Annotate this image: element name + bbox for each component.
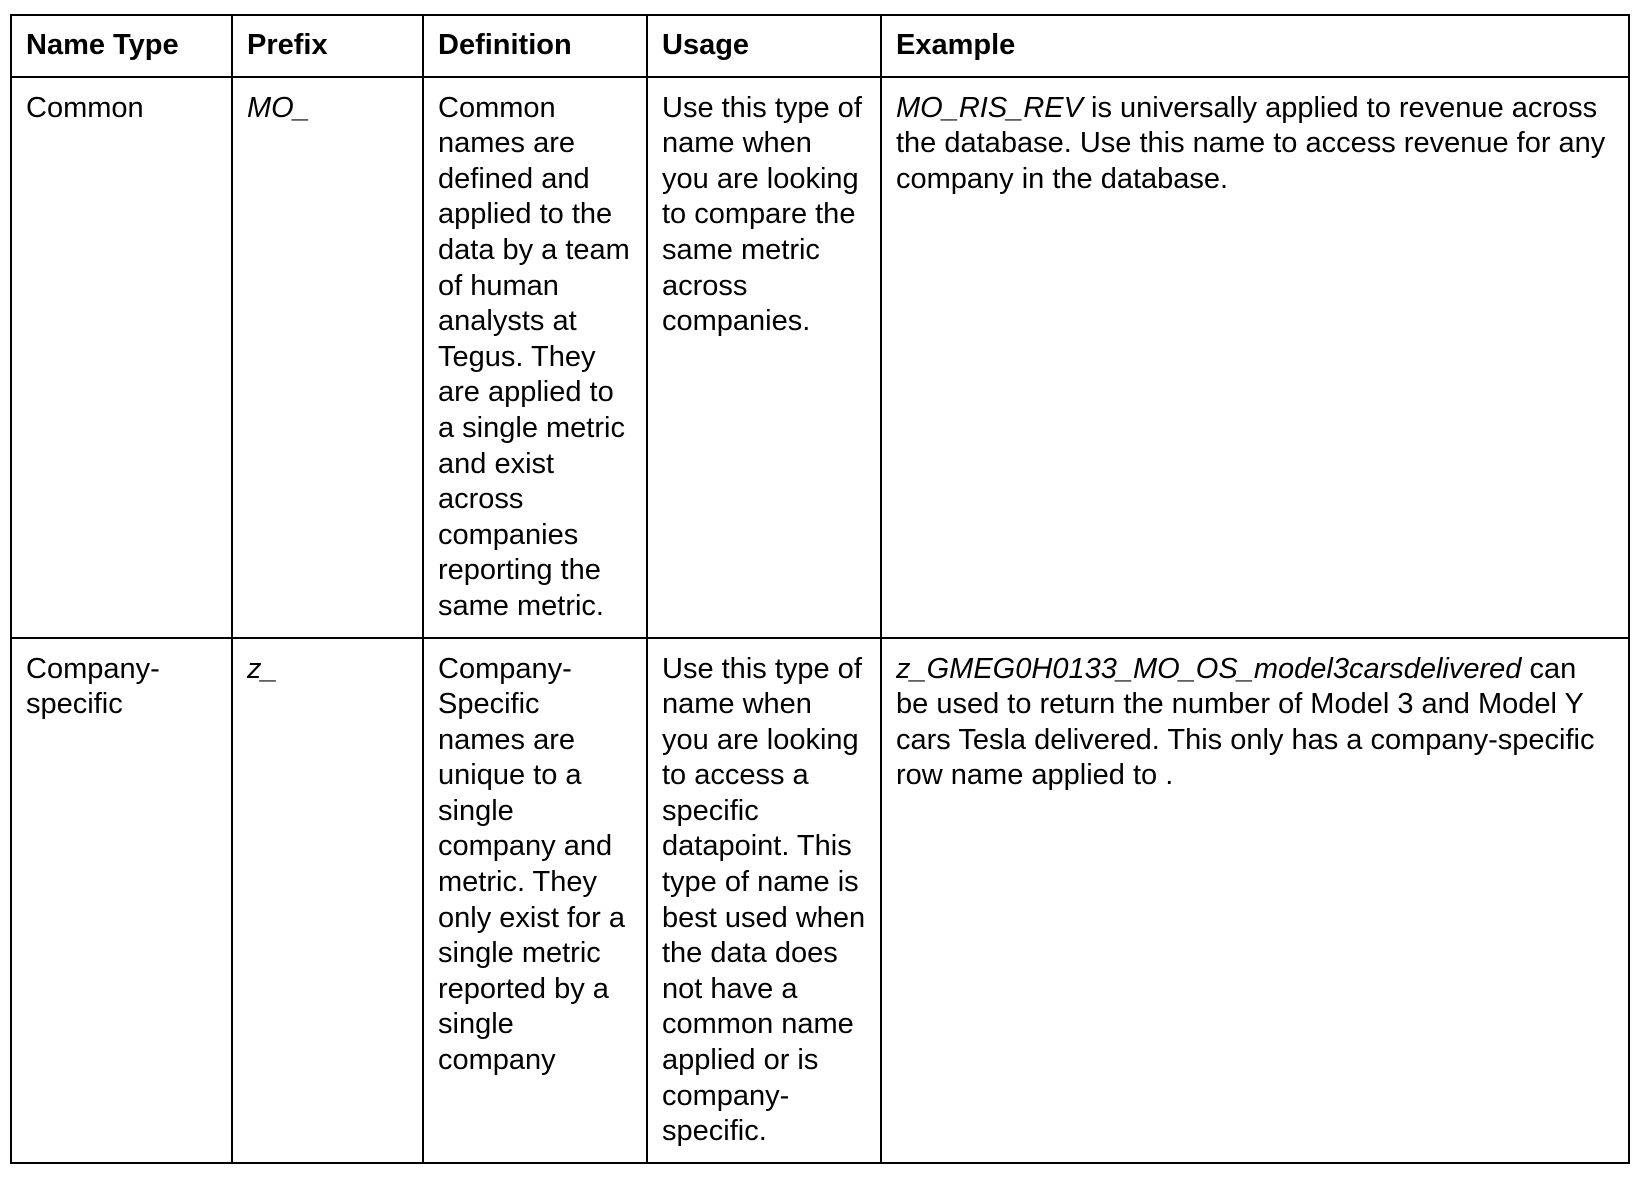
cell-definition: Common names are defined and applied to the data by a team of human analysts at Tegus. They are applied to a single metric and exist across companies reporting the same metric. — [423, 77, 647, 638]
cell-usage: Use this type of name when you are looking to access a specific datapoint. This type of name is best used when the data does not have a common name applied or is company-specific. — [647, 638, 881, 1163]
example-code: MO_RIS_REV — [896, 91, 1083, 124]
cell-example — [881, 638, 1629, 1163]
header-example: Example — [881, 15, 1629, 77]
header-row — [11, 15, 1629, 77]
table-row — [11, 77, 1629, 638]
header-usage: Usage — [647, 15, 881, 77]
cell-prefix: z_ — [232, 638, 423, 1163]
example-description: can be used to return the number of Model 3 and Model Y cars Tesla delivered. This only has a company-specific row name applied to . — [896, 652, 1595, 792]
example-description: is universally applied to revenue across the database. Use this name to access revenue for any company in the database. — [896, 91, 1606, 195]
table-row — [11, 638, 1629, 1163]
example-code: z_GMEG0H0133_MO_OS_model3carsdelivered — [896, 652, 1522, 685]
header-prefix: Prefix — [232, 15, 423, 77]
header-name-type: Name Type — [11, 15, 232, 77]
cell-prefix: MO_ — [232, 77, 423, 638]
cell-usage: Use this type of name when you are looking to compare the same metric across companies. — [647, 77, 881, 638]
header-definition: Definition — [423, 15, 647, 77]
cell-example — [881, 77, 1629, 638]
naming-table — [10, 14, 1630, 1164]
cell-name-type: Company-specific — [11, 638, 232, 1163]
cell-name-type: Common — [11, 77, 232, 638]
cell-definition: Company-Specific names are unique to a single company and metric. They only exist for a single metric reported by a single company — [423, 638, 647, 1163]
